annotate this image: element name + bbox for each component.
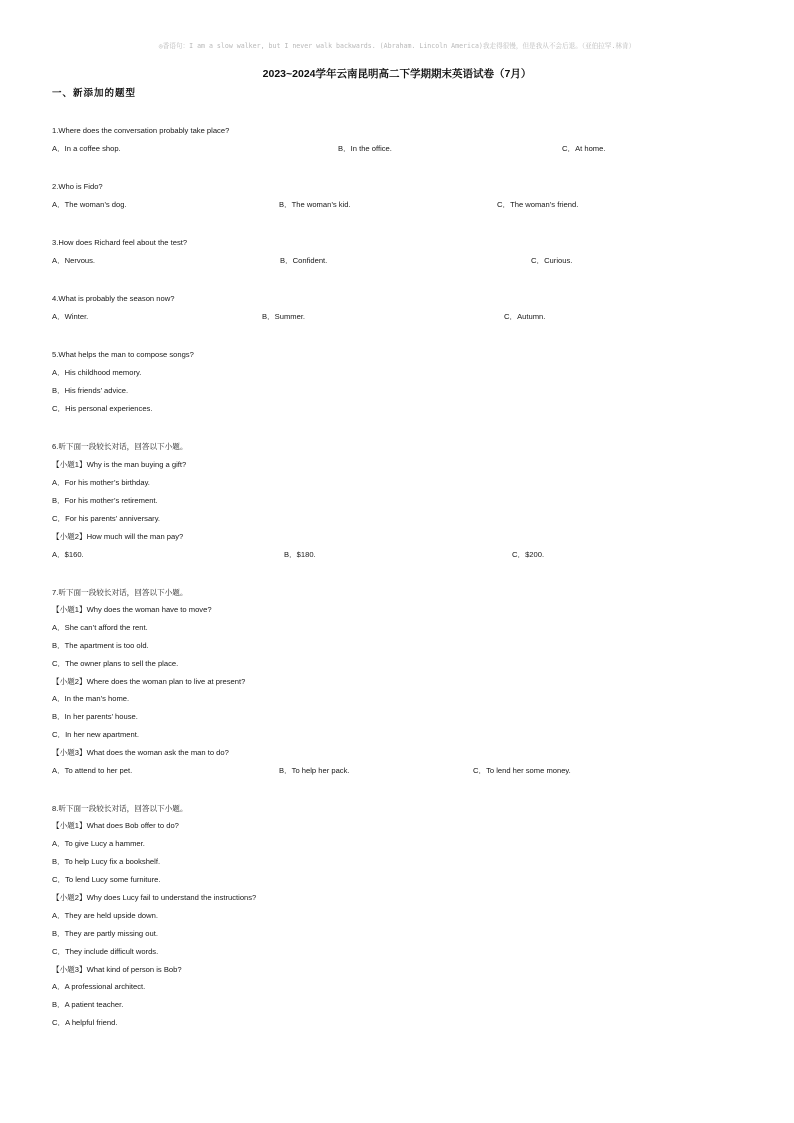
section-heading: 一、新添加的题型 [52,88,137,99]
option-a: A．Nervous. [52,256,96,265]
option-a: A．To attend to her pet. [52,766,133,775]
question-stem: 8.听下面一段较长对话，回答以下小题。 [52,804,188,813]
option-b: B．Confident. [280,256,328,265]
question-stem: 4.What is probably the season now? [52,294,175,303]
option-a: A．For his mother’s birthday. [52,478,150,487]
question-stem: 6.听下面一段较长对话，回答以下小题。 [52,442,188,451]
sub-question: 【小题3】What kind of person is Bob? [52,965,182,974]
option-a: A．They are held upside down. [52,911,158,920]
option-b: B．The woman’s kid. [279,200,351,209]
option-b: B．For his mother’s retirement. [52,496,158,505]
page-title: 2023~2024学年云南昆明高二下学期期末英语试卷（7月） [262,68,532,80]
option-a: A．A professional architect. [52,982,146,991]
option-c: C．A helpful friend. [52,1018,118,1027]
option-c: C．His personal experiences. [52,404,153,413]
sub-question: 【小题1】What does Bob offer to do? [52,821,179,830]
option-b: B．His friends’ advice. [52,386,129,395]
question-stem: 7.听下面一段较长对话，回答以下小题。 [52,588,188,597]
sub-question: 【小题1】Why does the woman have to move? [52,605,212,614]
option-b: B．They are partly missing out. [52,929,158,938]
sub-question: 【小题2】Why does Lucy fail to understand the instructions? [52,893,257,902]
option-c: C．For his parents’ anniversary. [52,514,161,523]
option-a: A．In a coffee shop. [52,144,121,153]
option-c: C．Autumn. [504,312,546,321]
option-c: C．At home. [562,144,606,153]
option-c: C．The woman’s friend. [497,200,579,209]
question-stem: 5.What helps the man to compose songs? [52,350,194,359]
option-b: B．The apartment is too old. [52,641,149,650]
header-watermark: ◎香语句：I am a slow walker, but I never walk backwards. (Abraham. Lincoln America)我走得很慢，但是我从不会后退。（亚伯拉罕.林肯） [158,42,636,50]
option-a: A．The woman’s dog. [52,200,127,209]
option-b: B．In her parents’ house. [52,712,138,721]
option-a: A．Winter. [52,312,89,321]
question-stem: 3.How does Richard feel about the test? [52,238,188,247]
question-stem: 2.Who is Fido? [52,182,103,191]
option-b: B．To help her pack. [279,766,350,775]
option-c: C．To lend Lucy some furniture. [52,875,161,884]
option-c: C．$200. [512,550,545,559]
option-a: A．In the man’s home. [52,694,130,703]
option-c: C．To lend her some money. [473,766,571,775]
option-c: C．They include difficult words. [52,947,159,956]
sub-question: 【小题1】Why is the man buying a gift? [52,460,187,469]
option-b: B．A patient teacher. [52,1000,124,1009]
option-c: C．Curious. [531,256,573,265]
option-a: A．To give Lucy a hammer. [52,839,145,848]
question-stem: 1.Where does the conversation probably take place? [52,126,230,135]
option-a: A．$160. [52,550,84,559]
option-b: B．In the office. [338,144,392,153]
option-b: B．$180. [284,550,316,559]
option-b: B．Summer. [262,312,306,321]
sub-question: 【小题2】Where does the woman plan to live at present? [52,677,246,686]
option-c: C．In her new apartment. [52,730,139,739]
sub-question: 【小题3】What does the woman ask the man to do? [52,748,229,757]
option-c: C．The owner plans to sell the place. [52,659,179,668]
option-a: A．She can’t afford the rent. [52,623,148,632]
option-a: A．His childhood memory. [52,368,142,377]
sub-question: 【小题2】How much will the man pay? [52,532,184,541]
option-b: B．To help Lucy fix a bookshelf. [52,857,161,866]
